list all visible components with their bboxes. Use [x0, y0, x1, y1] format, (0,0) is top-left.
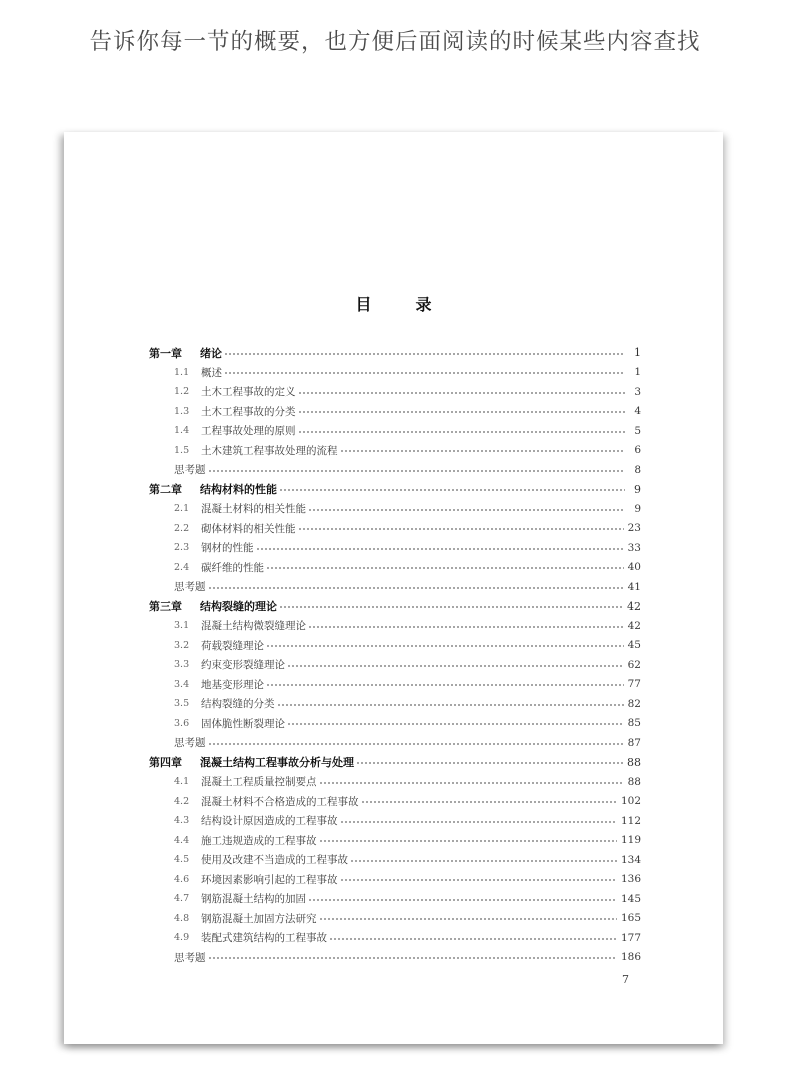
- section-title: 土木建筑工程事故处理的流程: [201, 444, 338, 457]
- toc-title: [64, 292, 723, 315]
- toc-page-number: 5: [634, 424, 641, 437]
- toc-title-right: 录: [415, 295, 432, 314]
- toc-page-number: 4: [634, 405, 641, 418]
- dot-leader: [208, 470, 626, 472]
- dot-leader: [266, 684, 624, 686]
- toc-page-number: 186: [620, 951, 641, 964]
- section-number: 3.3: [174, 659, 190, 671]
- section-title: 施工违规造成的工程事故: [201, 834, 317, 847]
- toc-section-row[interactable]: [149, 772, 641, 792]
- toc-section-row[interactable]: [149, 363, 641, 383]
- section-title: 混凝土材料不合格造成的工程事故: [201, 795, 359, 808]
- section-title: 工程事故处理的原则: [201, 425, 296, 438]
- section-number: 2.4: [174, 561, 190, 573]
- toc-page-number: 165: [620, 912, 641, 925]
- dot-leader: [340, 821, 617, 823]
- section-title: 结构设计原因造成的工程事故: [201, 815, 338, 828]
- dot-leader: [224, 353, 625, 355]
- dot-leader: [356, 762, 623, 764]
- section-number: 3.6: [174, 717, 190, 729]
- section-title: 装配式建筑结构的工程事故: [201, 932, 327, 945]
- toc-page-number: 87: [627, 736, 641, 749]
- section-number: 4.1: [174, 776, 190, 788]
- toc-section-row[interactable]: [149, 421, 641, 441]
- dot-leader: [277, 704, 624, 706]
- section-number: 1.3: [174, 405, 190, 417]
- toc-page-number: 9: [634, 502, 641, 515]
- toc-section-row[interactable]: [149, 909, 641, 929]
- section-title: 土木工程事故的定义: [201, 386, 296, 399]
- toc-page-number: 112: [620, 814, 641, 827]
- dot-leader: [319, 918, 617, 920]
- section-title: 钢筋混凝土结构的加固: [201, 893, 306, 906]
- toc-page-number: 85: [627, 717, 641, 730]
- toc-review-row[interactable]: [149, 948, 641, 968]
- dot-leader: [298, 528, 624, 530]
- dot-leader: [287, 665, 624, 667]
- toc-section-row[interactable]: [149, 499, 641, 519]
- toc-page-number: 33: [627, 541, 641, 554]
- dot-leader: [279, 606, 623, 608]
- toc-section-row[interactable]: [149, 870, 641, 890]
- dot-leader: [350, 860, 617, 862]
- toc-page-number: 1: [634, 346, 641, 360]
- section-title: 荷载裂缝理论: [201, 639, 264, 652]
- dot-leader: [319, 782, 624, 784]
- section-title: 固体脆性断裂理论: [201, 717, 285, 730]
- toc-page-number: 88: [627, 755, 641, 769]
- toc-section-row[interactable]: [149, 655, 641, 675]
- toc-title-left: 目: [355, 295, 372, 314]
- chapter-number: 第四章: [149, 756, 182, 770]
- section-number: 1.5: [174, 444, 190, 456]
- dot-leader: [256, 548, 624, 550]
- section-number: 4.2: [174, 795, 190, 807]
- dot-leader: [298, 411, 626, 413]
- section-number: 4.9: [174, 932, 190, 944]
- toc-section-row[interactable]: [149, 538, 641, 558]
- section-number: 4.5: [174, 854, 190, 866]
- section-title: 钢筋混凝土加固方法研究: [201, 912, 317, 925]
- chapter-number: 第三章: [149, 600, 182, 614]
- review-questions-label: 思考题: [174, 951, 206, 964]
- section-number: 3.4: [174, 678, 190, 690]
- dot-leader: [340, 450, 626, 452]
- dot-leader: [287, 723, 624, 725]
- toc-review-row[interactable]: [149, 460, 641, 480]
- dot-leader: [266, 645, 624, 647]
- dot-leader: [208, 587, 624, 589]
- toc-page-number: 45: [627, 639, 641, 652]
- dot-leader: [298, 392, 626, 394]
- section-number: 3.2: [174, 639, 190, 651]
- section-number: 4.8: [174, 912, 190, 924]
- toc-section-row[interactable]: [149, 636, 641, 656]
- section-title: 混凝土材料的相关性能: [201, 503, 306, 516]
- section-number: 1.4: [174, 425, 190, 437]
- toc-section-row[interactable]: [149, 792, 641, 812]
- section-title: 地基变形理论: [201, 678, 264, 691]
- toc-page-number: 82: [627, 697, 641, 710]
- toc-chapter-row[interactable]: [149, 597, 641, 617]
- page-number: 7: [622, 973, 629, 986]
- chapter-title: 结构裂缝的理论: [200, 600, 277, 614]
- toc-page-number: 40: [627, 561, 641, 574]
- dot-leader: [308, 509, 625, 511]
- toc-chapter-row[interactable]: [149, 480, 641, 500]
- dot-leader: [329, 938, 617, 940]
- dot-leader: [319, 840, 617, 842]
- toc-section-row[interactable]: [149, 441, 641, 461]
- book-page: [64, 132, 723, 1044]
- toc-page-number: 77: [627, 678, 641, 691]
- dot-leader: [298, 431, 626, 433]
- toc-section-row[interactable]: [149, 675, 641, 695]
- section-number: 4.3: [174, 815, 190, 827]
- section-number: 4.7: [174, 893, 190, 905]
- section-title: 约束变形裂缝理论: [201, 659, 285, 672]
- toc-page-number: 42: [627, 619, 641, 632]
- dot-leader: [208, 743, 624, 745]
- toc-section-row[interactable]: [149, 558, 641, 578]
- toc-page-number: 41: [627, 580, 641, 593]
- section-number: 1.2: [174, 386, 190, 398]
- toc-chapter-row[interactable]: [149, 343, 641, 363]
- toc-page-number: 119: [620, 834, 641, 847]
- dot-leader: [308, 899, 617, 901]
- toc-review-row[interactable]: [149, 733, 641, 753]
- chapter-number: 第二章: [149, 483, 182, 497]
- toc-page-number: 88: [627, 775, 641, 788]
- chapter-title: 结构材料的性能: [200, 483, 277, 497]
- review-questions-label: 思考题: [174, 737, 206, 750]
- toc-section-row[interactable]: [149, 850, 641, 870]
- toc-page-number: 6: [634, 444, 641, 457]
- section-title: 钢材的性能: [201, 542, 254, 555]
- section-title: 混凝土工程质量控制要点: [201, 776, 317, 789]
- section-title: 概述: [201, 366, 222, 379]
- review-questions-label: 思考题: [174, 581, 206, 594]
- section-title: 碳纤维的性能: [201, 561, 264, 574]
- toc-section-row[interactable]: [149, 616, 641, 636]
- review-questions-label: 思考题: [174, 464, 206, 477]
- section-number: 1.1: [174, 366, 190, 378]
- toc-section-row[interactable]: [149, 928, 641, 948]
- chapter-title: 绪论: [200, 346, 222, 360]
- toc-section-row[interactable]: [149, 831, 641, 851]
- toc-section-row[interactable]: [149, 694, 641, 714]
- dot-leader: [224, 372, 625, 374]
- toc-section-row[interactable]: [149, 382, 641, 402]
- toc-page-number: 177: [620, 931, 641, 944]
- toc-page-number: 8: [634, 463, 641, 476]
- toc-section-row[interactable]: [149, 889, 641, 909]
- dot-leader: [308, 626, 624, 628]
- section-title: 使用及改建不当造成的工程事故: [201, 854, 348, 867]
- header-caption: 告诉你每一节的概要，也方便后面阅读的时候某些内容查找: [89, 29, 701, 55]
- toc-section-row[interactable]: [149, 811, 641, 831]
- toc-review-row[interactable]: [149, 577, 641, 597]
- dot-leader: [266, 567, 624, 569]
- section-number: 4.6: [174, 873, 190, 885]
- section-title: 结构裂缝的分类: [201, 698, 275, 711]
- dot-leader: [361, 801, 617, 803]
- toc-page-number: 102: [620, 795, 641, 808]
- section-title: 土木工程事故的分类: [201, 405, 296, 418]
- toc-page-number: 23: [627, 522, 641, 535]
- chapter-title: 混凝土结构工程事故分析与处理: [200, 756, 354, 770]
- toc-page-number: 136: [620, 873, 641, 886]
- section-title: 混凝土结构微裂缝理论: [201, 620, 306, 633]
- toc-page-number: 42: [627, 599, 641, 613]
- section-number: 3.1: [174, 620, 190, 632]
- chapter-number: 第一章: [149, 346, 182, 360]
- toc-section-row[interactable]: [149, 714, 641, 734]
- toc-chapter-row[interactable]: [149, 753, 641, 773]
- section-number: 4.4: [174, 834, 190, 846]
- section-title: 环境因素影响引起的工程事故: [201, 873, 338, 886]
- section-title: 砌体材料的相关性能: [201, 522, 296, 535]
- toc-section-row[interactable]: [149, 519, 641, 539]
- toc-section-row[interactable]: [149, 402, 641, 422]
- section-number: 2.3: [174, 542, 190, 554]
- dot-leader: [340, 879, 617, 881]
- toc-page-number: 62: [627, 658, 641, 671]
- toc-page-number: 145: [620, 892, 641, 905]
- table-of-contents: [149, 343, 641, 967]
- dot-leader: [279, 489, 625, 491]
- section-number: 2.1: [174, 503, 190, 515]
- toc-page-number: 134: [620, 853, 641, 866]
- toc-page-number: 9: [634, 482, 641, 496]
- toc-page-number: 1: [634, 366, 641, 379]
- section-number: 3.5: [174, 698, 190, 710]
- toc-page-number: 3: [634, 385, 641, 398]
- dot-leader: [208, 957, 617, 959]
- section-number: 2.2: [174, 522, 190, 534]
